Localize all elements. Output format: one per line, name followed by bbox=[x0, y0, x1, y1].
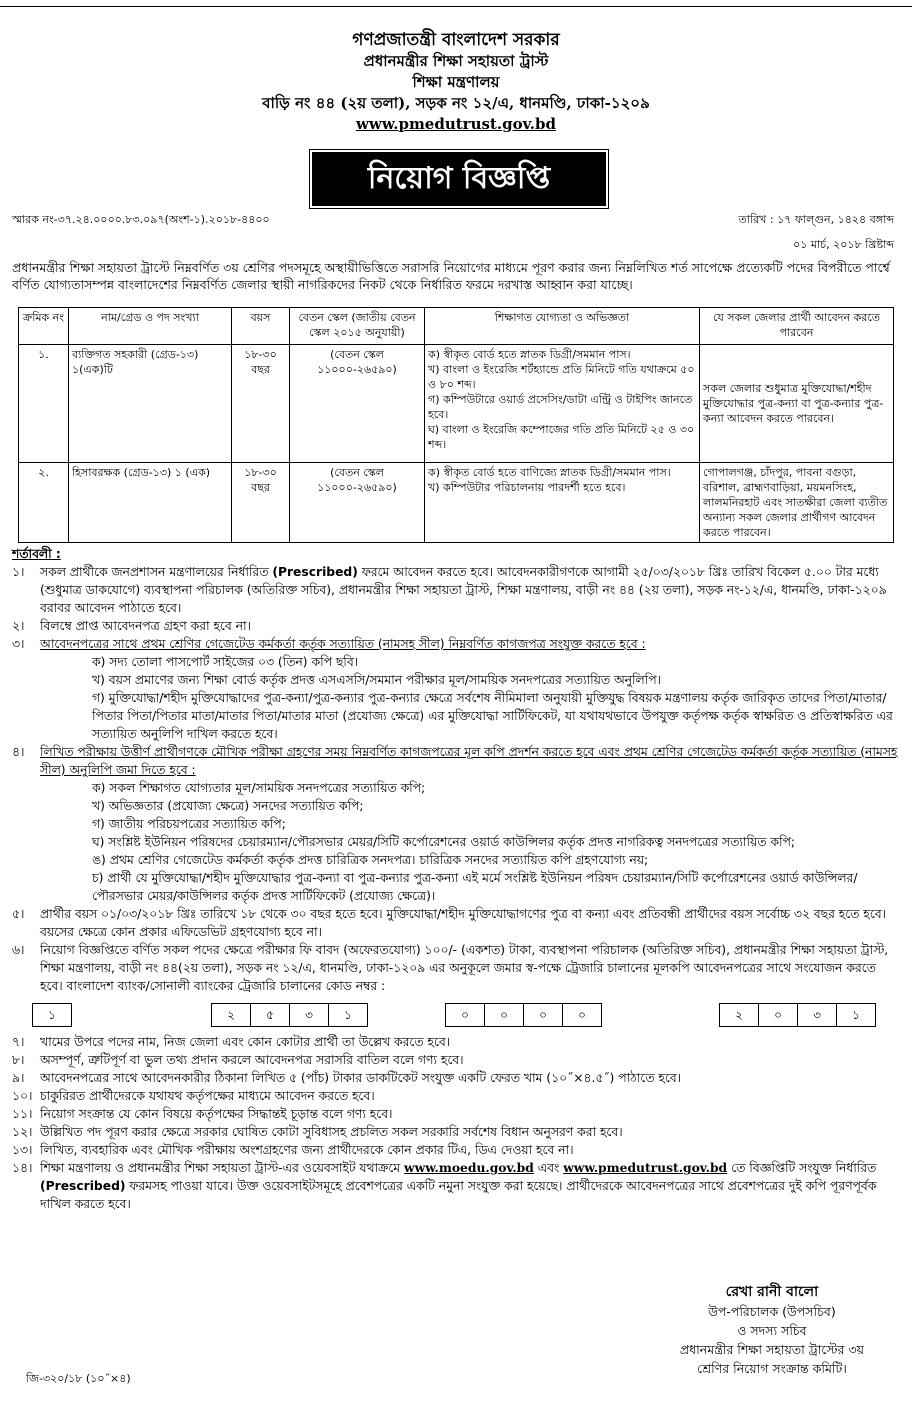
recruitment-banner: নিয়োগ বিজ্ঞপ্তি bbox=[312, 152, 606, 206]
code-digit: ০ bbox=[484, 1003, 524, 1027]
qual-item: ক) স্বীকৃত বোর্ড হতে স্নাতক ডিগ্রী/সমমান পাস। bbox=[428, 348, 631, 361]
row-serial: ১. bbox=[19, 345, 69, 463]
col-scale: বেতন স্কেল (জাতীয় বেতন স্কেল ২০১৫ অনুযায়ী) bbox=[290, 308, 425, 345]
code-digit: ০ bbox=[758, 1003, 798, 1027]
prescribed-label: (Prescribed) bbox=[40, 1179, 126, 1193]
row-scale: (বেতন স্কেল ১১০০০-২৬৫৯০) bbox=[290, 345, 425, 463]
row-scale: (বেতন স্কেল ১১০০০-২৬৫৯০) bbox=[290, 463, 425, 543]
condition-number: ১২। bbox=[12, 1125, 33, 1139]
condition-text: নিয়োগ বিজ্ঞপ্তিতে বর্ণিত সকল পদের ক্ষেত্রে পরীক্ষার ফি বাবদ (অফেরতযোগ্য) ১০০/- (একশত) টাকা, ব্যবস্থাপনা পরিচালক (অতিরিক্ত সচিব), প্রধানমন্ত্রীর শিক্ষা সহায়তা ট্রাস্ট, শিক্ষা মন্ত্রণালয়, বাড়ী নং ৪৪(২য় তলা), সড়ক নং ১২/এ, ধানমণ্ডি, ঢাকা-১২০৯ এর অনুকূলে জমার স্ব-পক্ষে ট্রেজারি চালানের মূলকপি আবেদনপত্রের সাথে সংযোজন করতে হবে। বাংলাদেশ ব্যাংক/সোনালী ব্যাংকের ট্রেজারি চালানের কোড নম্বর : bbox=[40, 943, 889, 993]
row-qualification bbox=[425, 345, 700, 463]
condition-number: ১। bbox=[12, 565, 25, 579]
condition-number: ১৩। bbox=[12, 1143, 33, 1157]
condition-item bbox=[12, 1141, 902, 1159]
code-digit: ১ bbox=[328, 1003, 368, 1027]
date-english: ০১ মার্চ, ২০১৮ খ্রিষ্টাব্দ bbox=[793, 238, 894, 251]
code-group bbox=[445, 1003, 601, 1027]
moedu-link[interactable]: www.moedu.gov.bd bbox=[404, 1160, 534, 1175]
code-group bbox=[32, 1003, 71, 1027]
code-digit: ২ bbox=[211, 1003, 251, 1027]
date-bangla: তারিখ : ১৭ ফাল্গুন, ১৪২৪ বঙ্গাব্দ bbox=[738, 213, 894, 226]
signatory-designation: উপ-পরিচালক (উপসচিব) bbox=[708, 1304, 836, 1319]
code-group bbox=[211, 1003, 367, 1027]
condition-item bbox=[12, 635, 902, 653]
row-district: সকল জেলার শুধুমাত্র মুক্তিযোদ্ধা/শহীদ মুক্তিযোদ্ধার পুত্র-কন্যা বা পুত্র-কন্যার পুত্র-কন্যা আবেদন করতে পারবেন। bbox=[700, 345, 894, 463]
condition-item bbox=[12, 1105, 902, 1123]
condition-item bbox=[12, 563, 902, 617]
condition-text: খামের উপরে পদের নাম, নিজ জেলা এবং কোন কোটার প্রার্থী তা উল্লেখ করতে হবে। bbox=[40, 1035, 451, 1049]
condition-text: আবেদনপত্রের সাথে প্রথম শ্রেণির গেজেটেড কর্মকর্তা কর্তৃক সত্যায়িত (নামসহ সীল) নিম্নবর্ণিত কাগজপত্র সংযুক্ত করতে হবে : bbox=[40, 637, 646, 651]
condition-item bbox=[12, 1123, 902, 1141]
ministry-name: শিক্ষা মন্ত্রণালয় bbox=[412, 73, 500, 91]
signatory-name: রেখা রানী বালো bbox=[725, 1284, 819, 1300]
conditions-title: শর্তাবলী : bbox=[12, 547, 61, 561]
condition-item bbox=[12, 1051, 902, 1069]
condition-text: লিখিত, ব্যবহারিক এবং মৌখিক পরীক্ষায় অংশগ্রহণের জন্য প্রার্থীদেরকে কোন প্রকার টিএ, ডিএ দেওয়া হবে না। bbox=[40, 1143, 574, 1157]
row-post: হিসাবরক্ষক (গ্রেড-১৩) ১ (এক) bbox=[69, 463, 232, 543]
condition-item bbox=[12, 1087, 902, 1105]
code-digit: ০ bbox=[523, 1003, 563, 1027]
condition-number: ১৪। bbox=[12, 1161, 33, 1175]
condition-text-part: শিক্ষা মন্ত্রণালয় ও প্রধানমন্ত্রীর শিক্ষা সহায়তা ট্রাস্ট-এর ওয়েবসাইট যথাক্রমে bbox=[40, 1161, 401, 1175]
signatory-committee: প্রধানমন্ত্রীর শিক্ষা সহায়তা ট্রাস্টের ৩য় bbox=[679, 1342, 864, 1357]
signatory-committee-cont: শ্রেণির নিয়োগ সংক্রান্ত কমিটি। bbox=[697, 1361, 847, 1376]
signatory-role: ও সদস্য সচিব bbox=[737, 1323, 807, 1338]
sub-item: গ) জাতীয় পরিচয়পত্রের সত্যায়িত কপি; bbox=[92, 817, 286, 831]
condition-item bbox=[12, 743, 902, 779]
condition-text-part: সকল প্রার্থীকে জনপ্রশাসন মন্ত্রণালয়ের নির্ধারিত bbox=[40, 565, 269, 579]
row-age: ১৮-৩০ বছর bbox=[232, 345, 290, 463]
website-link[interactable]: www.pmedutrust.gov.bd bbox=[356, 115, 556, 133]
code-group bbox=[719, 1003, 875, 1027]
code-digit: ১ bbox=[32, 1003, 72, 1027]
top-cut-edge bbox=[0, 0, 912, 7]
code-digit: ০ bbox=[445, 1003, 485, 1027]
qual-item: খ) বাংলা ও ইংরেজি শর্টহ্যান্ডে প্রতি মিনিটে গতি যথাক্রমে ৫০ ও ৮০ শব্দ। bbox=[428, 363, 695, 391]
condition-number: ৮। bbox=[12, 1053, 25, 1067]
condition-item bbox=[12, 1069, 902, 1087]
condition-item bbox=[12, 617, 902, 635]
condition-item bbox=[12, 1033, 902, 1051]
condition-number: ৫। bbox=[12, 907, 25, 921]
posts-table bbox=[18, 307, 894, 543]
condition-text bbox=[40, 563, 902, 617]
col-age: বয়স bbox=[232, 308, 290, 345]
condition-number: ৪। bbox=[12, 745, 25, 759]
sub-item: ক) সদ্য তোলা পাসপোর্ট সাইজের ০৩ (তিন) কপি ছবি। bbox=[92, 655, 359, 669]
condition-text: লিখিত পরীক্ষায় উত্তীর্ণ প্রার্থীগণকে মৌখিক পরীক্ষা গ্রহণের সময় নিম্নবর্ণিত কাগজপত্রের মূল কপি প্রদর্শন করতে হবে এবং প্রথম শ্রেণির গেজেটেড কর্মকর্তা কর্তৃক সত্যায়িত (নামসহ সীল) অনুলিপি জমা দিতে হবে : bbox=[40, 745, 898, 777]
col-qualification: শিক্ষাগত যোগ্যতা ও অভিজ্ঞতা bbox=[425, 308, 700, 345]
condition-text: উল্লিখিত পদ পূরণ করার ক্ষেত্রে সরকার ঘোষিত কোটা সুবিধাসহ প্রচলিত সকল সরকারি সর্বশেষ বিধান অনুসরণ করা হবে। bbox=[40, 1125, 623, 1139]
condition-text: আবেদনপত্রের সাথে আবেদনকারীর ঠিকানা লিখিত ৫ (পাঁচ) টাকার ডাকটিকেট সংযুক্ত একটি ফেরত খাম (১০˝×৪.৫˝) পাঠাতে হবে। bbox=[40, 1071, 682, 1085]
row-district: গোপালগঞ্জ, চাঁদপুর, পাবনা বগুড়া, বরিশাল, ব্রাহ্মণবাড়িয়া, ময়মনসিংহ, লালমনিরহাট এবং সাতক্ষীরা জেলা ব্যতীত অন্যান্য সকল জেলার প্রার্থীগণ আবেদন করতে পারবেন। bbox=[700, 463, 894, 543]
print-reference: জি-৩২০/১৮ (১০˝×৪) bbox=[26, 1372, 131, 1385]
condition-text: প্রার্থীর বয়স ০১/০৩/২০১৮ খ্রিঃ তারিখে ১৮ থেকে ৩০ বছর হতে হবে। মুক্তিযোদ্ধা/শহীদ মুক্তিযোদ্ধাগণের পুত্র বা কন্যা এবং প্রতিবন্ধী প্রার্থীদের বয়স সর্বোচ্চ ৩২ বছর হতে হবে। বয়সের ক্ষেত্রে কোন প্রকার এফিডেভিট গ্রহণযোগ্য হবে না। bbox=[40, 907, 886, 939]
trust-name: প্রধানমন্ত্রীর শিক্ষা সহায়তা ট্রাস্ট bbox=[363, 52, 549, 70]
condition-text bbox=[40, 1159, 902, 1213]
code-digit: ৩ bbox=[289, 1003, 329, 1027]
condition-text: চাকুরিরত প্রার্থীদেরকে যথাযথ কর্তৃপক্ষের মাধ্যমে আবেদন করতে হবে। bbox=[40, 1089, 375, 1103]
condition-number: ৬। bbox=[12, 943, 25, 957]
sub-item: ঙ) প্রথম শ্রেণির গেজেটেড কর্মকর্তা কর্তৃক প্রদত্ত চারিত্রিক সনদপত্র। চারিত্রিক সনদের সত্যায়িত কপি গ্রহণযোগ্য নয়; bbox=[92, 853, 649, 867]
condition-number: ১০। bbox=[12, 1089, 33, 1103]
table-row bbox=[19, 463, 894, 543]
code-digit: ২ bbox=[719, 1003, 759, 1027]
condition-number: ২। bbox=[12, 619, 25, 633]
govt-name: গণপ্রজাতন্ত্রী বাংলাদেশ সরকার bbox=[352, 30, 560, 50]
condition-text: বিলম্বে প্রাপ্ত আবেদনপত্র গ্রহণ করা হবে না। bbox=[40, 619, 251, 633]
sub-item: খ) বয়স প্রমাণের জন্য শিক্ষা বোর্ড কর্তৃক প্রদত্ত এসএসসি/সমমান পরীক্ষার মূল/সাময়িক সনদপত্রের সত্যায়িত অনুলিপি। bbox=[92, 673, 661, 687]
signature-block bbox=[680, 1283, 864, 1378]
sub-item: ঘ) সংশ্লিষ্ট ইউনিয়ন পরিষদের চেয়ারম্যান/পৌরসভার মেয়র/সিটি কর্পোরেশনের ওয়ার্ড কাউন্সিলর কর্তৃক প্রদত্ত নাগরিকত্ব সনদপত্রের সত্যায়িত কপি; bbox=[92, 835, 795, 849]
code-digit: ৩ bbox=[797, 1003, 837, 1027]
pmedutrust-link[interactable]: www.pmedutrust.gov.bd bbox=[563, 1160, 728, 1175]
condition-text-part: ফরমসহ পাওয়া যাবে। উক্ত ওয়েবসাইটসমূহে প্রবেশপত্রের একটি নমুনা সংযুক্ত করা হয়েছে। প্রার্থীদেরকে আবেদনপত্রের সাথে প্রবেশপত্রের দুই কপি পূরণপূর্বক দাখিল করতে হবে। bbox=[40, 1179, 877, 1211]
qual-item: ঘ) বাংলা ও ইংরেজি কম্পোজের গতি প্রতি মিনিটে ২৫ ও ৩০ শব্দ। bbox=[428, 423, 695, 451]
condition-text-part: ফরমে আবেদন করতে হবে। আবেদনকারীগণকে আগামী ২৫/০৩/২০১৮ খ্রিঃ তারিখ বিকেল ৫.০০ টার মধ্যে (শুধুমাত্র ডাকযোগে) ব্যবস্থাপনা পরিচালক (অতিরিক্ত সচিব), প্রধানমন্ত্রীর শিক্ষা সহায়তা ট্রাস্ট, শিক্ষা মন্ত্রণালয়, বাড়ী নং ৪৪ (২য় তলা), সড়ক নং-১২/এ, ধানমণ্ডি, ঢাকা-১২০৯ বরাবর আবেদন পাঠাতে হবে। bbox=[40, 565, 887, 615]
qual-item: খ) কম্পিউটার পরিচালনায় পারদর্শী হতে হবে। bbox=[428, 481, 626, 494]
condition-text: নিয়োগ সংক্রান্ত যে কোন বিষয়ে কর্তৃপক্ষের সিদ্ধান্তই চূড়ান্ত বলে গণ্য হবে। bbox=[40, 1107, 393, 1121]
col-post: নাম/গ্রেড ও পদ সংখ্যা bbox=[69, 308, 232, 345]
condition-item bbox=[12, 941, 902, 995]
code-digit: ০ bbox=[562, 1003, 602, 1027]
row-age: ১৮-৩০ বছর bbox=[232, 463, 290, 543]
sub-item: ক) সকল শিক্ষাগত যোগ্যতার মূল/সাময়িক সনদপত্রের সত্যায়িত কপি; bbox=[92, 781, 426, 795]
table-row bbox=[19, 345, 894, 463]
condition-number: ১১। bbox=[12, 1107, 33, 1121]
treasury-code-boxes bbox=[12, 1003, 902, 1027]
row-qualification bbox=[425, 463, 700, 543]
row-serial: ২. bbox=[19, 463, 69, 543]
code-digit: ৫ bbox=[250, 1003, 290, 1027]
sub-item: খ) অভিজ্ঞতার (প্রযোজ্য ক্ষেত্রে) সনদের সত্যায়িত কপি; bbox=[92, 799, 364, 813]
row-post: ব্যক্তিগত সহকারী (গ্রেড-১৩) ১(এক)টি bbox=[69, 345, 232, 463]
condition-item bbox=[12, 905, 902, 941]
qual-item: ক) স্বীকৃত বোর্ড হতে বাণিজ্যে স্নাতক ডিগ্রী/সমমান পাস। bbox=[428, 466, 671, 479]
memo-number: স্মারক নং-৩৭.২৪.০০০০.৮৩.০৯৭(অংশ-১).২০১৮-৪৪০০ bbox=[12, 213, 270, 226]
condition-number: ৭। bbox=[12, 1035, 25, 1049]
prescribed-label: (Prescribed) bbox=[272, 565, 358, 579]
intro-paragraph: প্রধানমন্ত্রীর শিক্ষা সহায়তা ট্রাস্টে নিম্নবর্ণিত ৩য় শ্রেণির পদসমূহে অস্থায়ীভিত্তিতে সরাসরি নিয়োগের মাধ্যমে পূরণ করার জন্য নিম্নলিখিত শর্ত সাপেক্ষে প্রত্যেকটি পদের বিপরীতে পার্শ্বে বর্ণিত যোগ্যতাসম্পন্ন বাংলাদেশের নিম্নবর্ণিত জেলার স্থায়ী নাগরিকদের নিকট থেকে নির্ধারিত ফরমে দরখাস্ত আহ্বান করা যাচ্ছে। bbox=[12, 260, 890, 292]
code-digit: ১ bbox=[836, 1003, 876, 1027]
condition-number: ৩। bbox=[12, 637, 25, 651]
condition-text-part: এবং bbox=[537, 1161, 560, 1175]
office-address: বাড়ি নং ৪৪ (২য় তলা), সড়ক নং ১২/এ, ধানমণ্ডি, ঢাকা-১২০৯ bbox=[262, 94, 650, 112]
office-header bbox=[0, 30, 912, 135]
table-header-row bbox=[19, 308, 894, 345]
col-serial: ক্রমিক নং bbox=[19, 308, 69, 345]
condition-item bbox=[12, 1159, 902, 1213]
sub-item: গ) মুক্তিযোদ্ধা/শহীদ মুক্তিযোদ্ধাদের পুত্র-কন্যা/পুত্র-কন্যার পুত্র-কন্যার ক্ষেত্রে সর্বশেষ নীমিমালা অনুযায়ী মুক্তিযুদ্ধ বিষয়ক মন্ত্রণালয় কর্তৃক জারিকৃত তাদের পিতা/মাতার/পিতার পিতা/পিতার মাতা/মাতার পিতা/মাতার মাতা (প্রযোজ্য ক্ষেত্রে) এর মুক্তিযোদ্ধা সার্টিফিকেট, যা যথাযথভাবে উপযুক্ত কর্তৃপক্ষ কর্তৃক স্বাক্ষরিত ও প্রতিস্বাক্ষরিত এর সত্যায়িত অনুলিপি দাখিল করতে হবে। bbox=[92, 691, 893, 741]
sub-item: চ) প্রার্থী যে মুক্তিযোদ্ধা/শহীদ মুক্তিযোদ্ধার পুত্র-কন্যা বা পুত্র-কন্যার পুত্র-কন্যা এই মর্মে সংশ্লিষ্ট ইউনিয়ন পরিষদ চেয়ারম্যান/সিটি কর্পোরেশনের ওয়ার্ড কাউন্সিলর/পৌরসভার মেয়র/কাউন্সিলর কর্তৃক প্রদত্ত সার্টিফিকেট (প্রযোজ্য ক্ষেত্রে)। bbox=[92, 871, 858, 903]
condition-text: অসম্পূর্ণ, ত্রুটিপূর্ণ বা ভুল তথ্য প্রদান করলে আবেদনপত্র সরাসরি বাতিল বলে গণ্য হবে। bbox=[40, 1053, 464, 1067]
condition-text-part: তে বিজ্ঞপ্তিটি সংযুক্ত নির্ধারিত bbox=[731, 1161, 877, 1175]
condition-number: ৯। bbox=[12, 1071, 25, 1085]
col-district: যে সকল জেলার প্রার্থী আবেদন করতে পারবেন bbox=[700, 308, 894, 345]
qual-item: গ) কম্পিউটারে ওয়ার্ড প্রসেসিং/ডাটা এন্ট্রি ও টাইপিং জানতে হবে। bbox=[428, 393, 693, 421]
conditions-section bbox=[12, 545, 902, 1213]
